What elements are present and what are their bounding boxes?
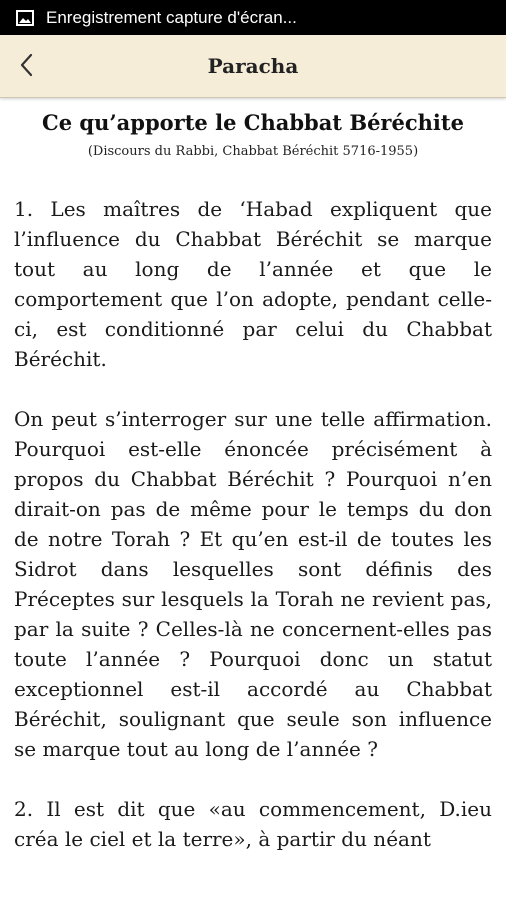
back-button[interactable]	[4, 42, 50, 88]
app-title: Paracha	[207, 54, 299, 78]
image-icon	[16, 10, 34, 26]
article-paragraph-2: On peut s’interroger sur une telle affirmation. Pourquoi est-elle énoncée précisément à propos du Chabbat Béréchit ? Pourquoi n’en dirait-on pas de même pour le temps du don de notre Torah ? Et qu’en est-il de toutes les Sidrot dans lesquelles sont définis des Préceptes sur lesquels la Torah ne revient pas, par la suite ? Celles-là ne concernent-elles pas toute l’année ? Pourquoi donc un statut exceptionnel est-il accordé au Chabbat Béréchit, soulignant que seule son influence se marque tout au long de l’année ?	[14, 407, 492, 761]
article-body	[0, 194, 506, 854]
article-paragraph-1: 1. Les maîtres de ‘Habad expliquent que l’influence du Chabbat Béréchit se marque tout au long de l’année et que le comportement que l’on adopte, pendant celle-ci, est conditionné par celui du Chabbat Béréchit.	[14, 197, 492, 371]
article-paragraph-3: 2. Il est dit que «au commencement, D.ieu créa le ciel et la terre», à partir du néant	[14, 797, 492, 851]
chevron-left-icon	[17, 52, 37, 78]
app-bar	[0, 35, 506, 98]
status-bar	[0, 0, 506, 35]
article-title: Ce qu’apporte le Chabbat Béréchite	[42, 110, 464, 135]
status-notification-text: Enregistrement capture d'écran...	[46, 7, 297, 27]
article-content[interactable]	[0, 98, 506, 900]
article-subtitle: (Discours du Rabbi, Chabbat Béréchit 5716-1955)	[87, 144, 419, 159]
